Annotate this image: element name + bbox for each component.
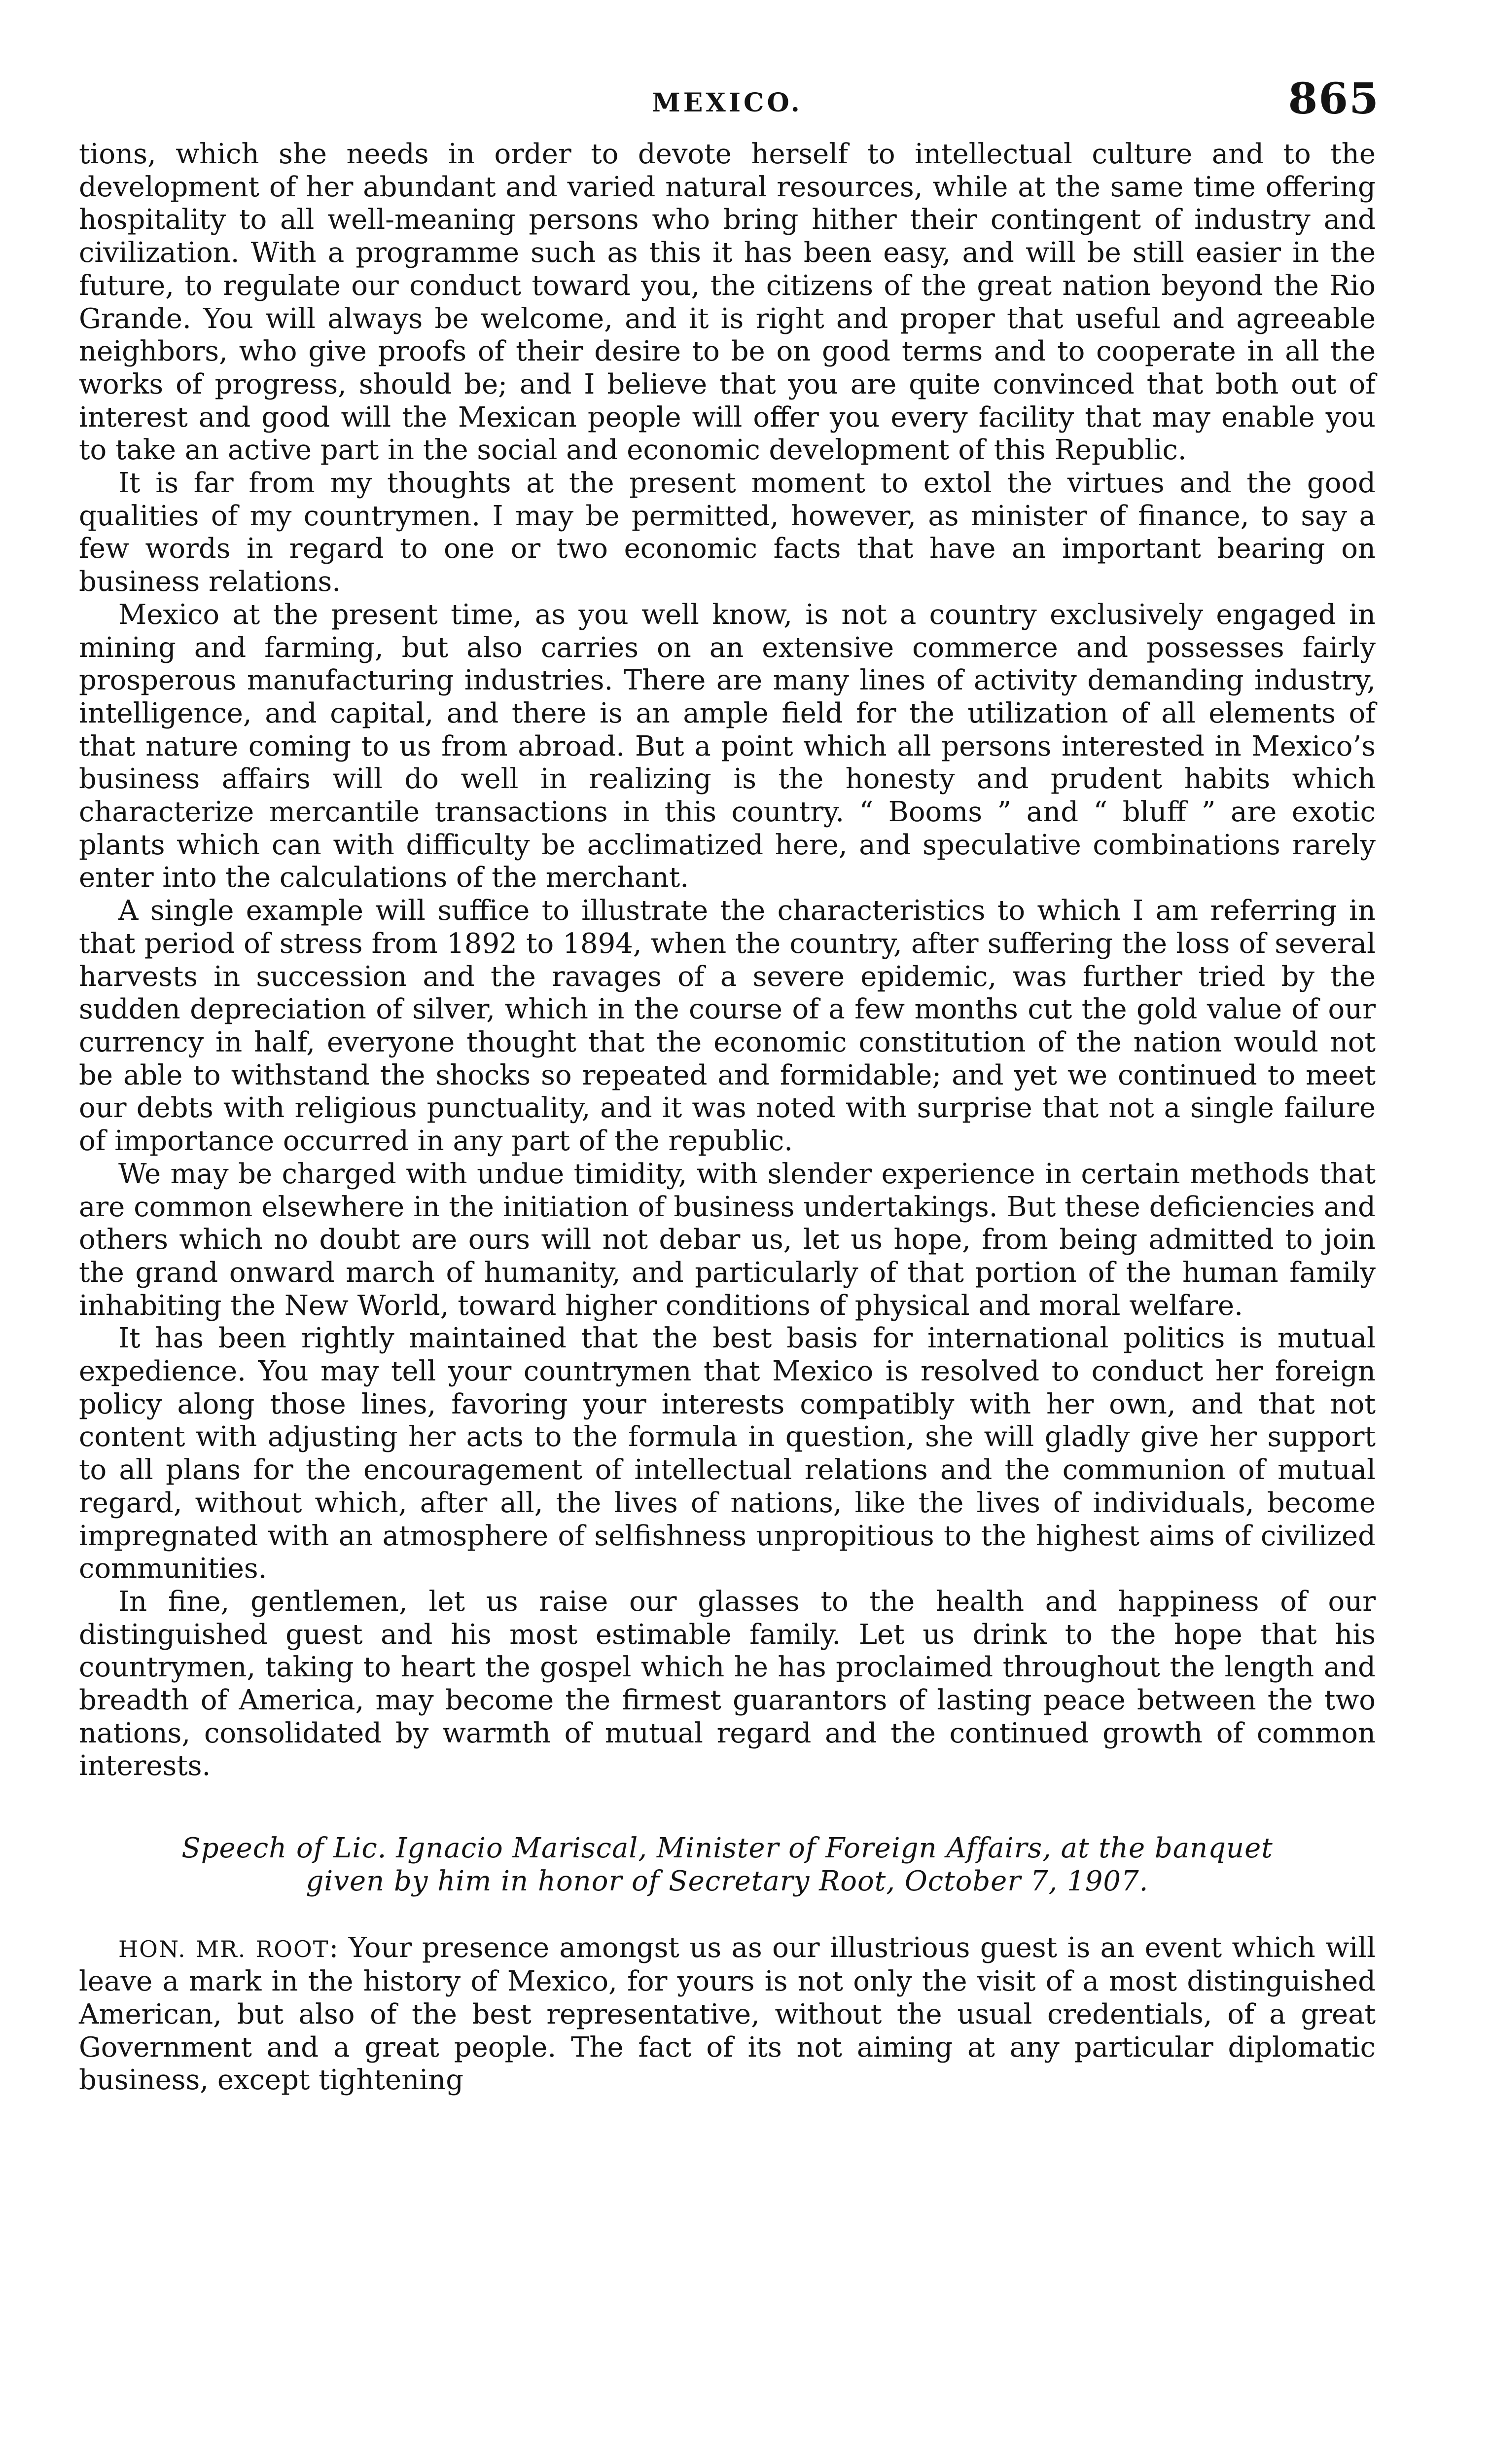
speech-continuation <box>79 138 1376 1783</box>
paragraph: We may be charged with undue timidity, with slender experience in certain methods that are common elsewhere in the initiation of business undertakings. But these deficiencies and others which no doubt are ours will not debar us, let us hope, from being admitted to join the grand onward march of humanity, and particularly of that portion of the human family inhabiting the New World, toward higher conditions of physical and moral welfare. <box>79 1158 1376 1322</box>
running-header <box>79 74 1380 138</box>
paragraph: A single example will suffice to illustrate the characteristics to which I am referring in that period of stress from 1892 to 1894, when the country, after suffering the loss of several harvests in succession and the ravages of a severe epidemic, was further tried by the sudden depreciation of silver, which in the course of a few months cut the gold value of our currency in half, everyone thought that the economic constitution of the nation would not be able to withstand the shocks so repeated and formidable; and yet we continued to meet our debts with religious punctuality, and it was noted with surprise that not a single failure of importance occurred in any part of the republic. <box>79 895 1376 1158</box>
paragraph-text: : Your presence amongst us as our illustrious guest is an event which will leave a mark in the history of Mexico, for yours is not only the visit of a most distinguished American, but also of the best representative, without the usual credentials, of a great Government and a great people. The fact of its not aiming at any particular diplomatic business, except tightening <box>79 1931 1376 2097</box>
paragraph: It has been rightly maintained that the best basis for international politics is mutual expedience. You may tell your countrymen that Mexico is resolved to conduct her foreign policy along those lines, favoring your interests compatibly with her own, and that not content with adjusting her acts to the formula in question, she will gladly give her support to all plans for the encouragement of intellectual relations and the communion of mutual regard, without which, after all, the lives of nations, like the lives of individuals, become impregnated with an atmosphere of selfishness unpropitious to the highest aims of civilized communities. <box>79 1322 1376 1585</box>
paragraph: tions, which she needs in order to devote herself to intellectual culture and to the development of her abundant and varied natural resources, while at the same time offering hospitality to all well-meaning persons who bring hither their contingent of industry and civilization. With a programme such as this it has been easy, and will be still easier in the future, to regulate our conduct toward you, the citizens of the great nation beyond the Rio Grande. You will always be welcome, and it is right and proper that useful and agreeable neighbors, who give proofs of their desire to be on good terms and to cooperate in all the works of progress, should be; and I believe that you are quite convinced that both out of interest and good will the Mexican people will offer you every facility that may enable you to take an active part in the social and economic development of this Republic. <box>79 138 1376 467</box>
book-page <box>79 74 1380 2097</box>
speech-body <box>79 1932 1376 2098</box>
salutation: HON. MR. ROOT <box>118 1935 329 1962</box>
page-number: 865 <box>1288 74 1380 124</box>
paragraph: In fine, gentlemen, let us raise our glasses to the health and happiness of our distinguished guest and his most estimable family. Let us drink to the hope that his countrymen, taking to heart the gospel which he has proclaimed throughout the length and breadth of America, may become the firmest guarantors of lasting peace between the two nations, consolidated by warmth of mutual regard and the continued growth of common interests. <box>79 1585 1376 1782</box>
paragraph <box>79 1932 1376 2098</box>
running-title: MEXICO. <box>652 88 803 118</box>
speech-heading <box>79 1832 1376 1898</box>
speech-heading-line: given by him in honor of Secretary Root, October 7, 1907. <box>306 1865 1149 1897</box>
paragraph: It is far from my thoughts at the present moment to extol the virtues and the good qualities of my countrymen. I may be permitted, however, as minister of finance, to say a few words in regard to one or two economic facts that have an important bearing on business relations. <box>79 467 1376 598</box>
speech-heading-line: Speech of Lic. Ignacio Mariscal, Minister of Foreign Affairs, at the banquet <box>181 1832 1273 1865</box>
paragraph: Mexico at the present time, as you well know, is not a country exclusively engaged in mining and farming, but also carries on an extensive commerce and possesses fairly prosperous manufacturing industries. There are many lines of activity demanding industry, intelligence, and capital, and there is an ample field for the utilization of all elements of that nature coming to us from abroad. But a point which all persons interested in Mexico’s business affairs will do well in realizing is the honesty and prudent habits which characterize mercantile transactions in this country. “ Booms ” and “ bluff ” are exotic plants which can with difficulty be acclimatized here, and speculative combinations rarely enter into the calculations of the merchant. <box>79 598 1376 894</box>
